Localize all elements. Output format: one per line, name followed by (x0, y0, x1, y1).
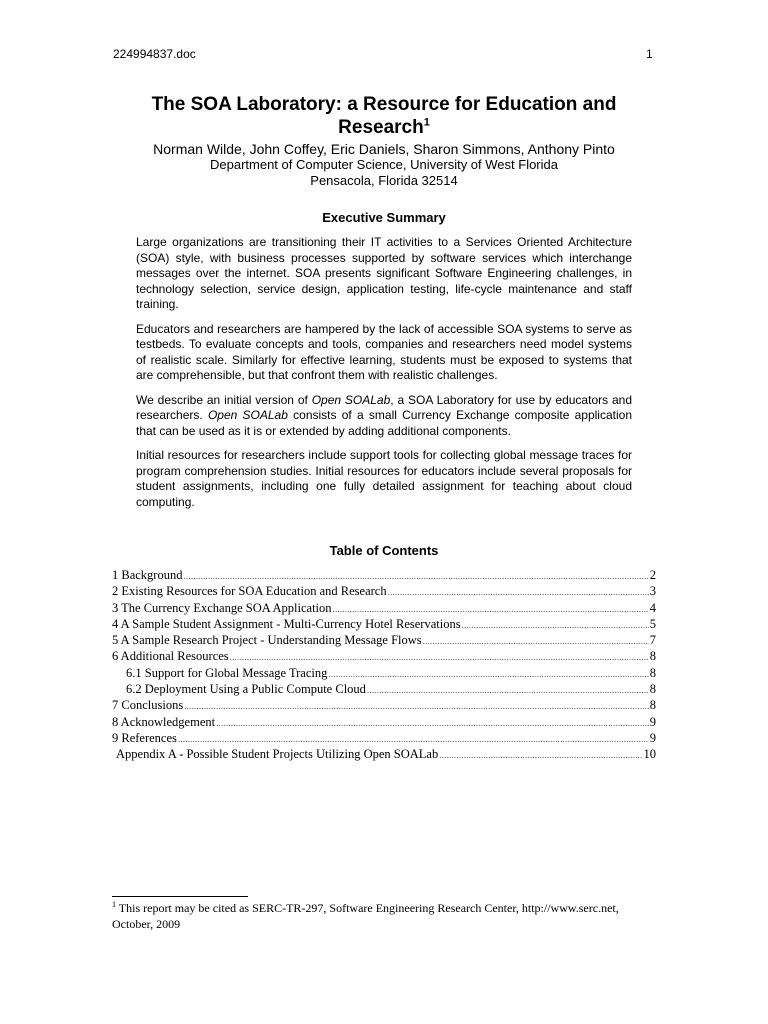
toc-entry-label: 7 Conclusions (112, 698, 184, 713)
footnote-text: This report may be cited as SERC-TR-297, Software Engineering Research Center, http://www.serc.net, October, 2009 (112, 901, 619, 931)
toc-entry-label: 1 Background (112, 568, 183, 582)
summary-paragraph (136, 393, 632, 440)
toc-leader-dots (462, 617, 649, 633)
summary-text: consists of a small Currency Exchange composite application that can be used as it is or extended by adding additional components. (136, 408, 632, 438)
toc-subentry[interactable] (112, 681, 656, 697)
toc-entry-page: 8 (649, 649, 656, 664)
toc-entry-label: 3 The Currency Exchange SOA Application (112, 600, 332, 615)
footnote-marker: 1 (112, 900, 116, 909)
document-title (113, 93, 655, 139)
toc-entry-label: 9 References (112, 730, 177, 745)
toc-entry-label: 2 Existing Resources for SOA Education and Research (112, 584, 387, 599)
toc-entry[interactable] (112, 632, 656, 648)
toc-entry-label: 8 Acknowledgement (112, 714, 216, 729)
header-page-number: 1 (646, 47, 653, 61)
table-of-contents (112, 567, 656, 763)
toc-leader-dots (439, 747, 642, 763)
toc-entry[interactable] (112, 730, 656, 746)
toc-leader-dots (328, 666, 648, 682)
toc-entry[interactable] (112, 600, 656, 616)
toc-subentry[interactable] (112, 665, 656, 681)
toc-leader-dots (178, 731, 649, 747)
product-name: Open SOALab (311, 392, 391, 407)
summary-paragraph: Educators and researchers are hampered by the lack of accessible SOA systems to serve as testbeds. To evaluate concepts and tools, companies and researchers need model systems of realistic scale. Similarly for effective learning, students must be exposed to systems that are comprehensible, but that confront them with realistic challenges. (136, 321, 632, 382)
toc-entry-page: 8 (649, 682, 656, 697)
toc-leader-dots (423, 633, 649, 649)
toc-entry-page: 10 (643, 747, 656, 762)
toc-leader-dots (367, 682, 649, 698)
toc-entry[interactable] (112, 616, 656, 632)
toc-entry-page: 5 (649, 616, 656, 631)
toc-entry[interactable] (112, 697, 656, 713)
toc-leader-dots (333, 601, 649, 617)
product-name: Open SOALab (207, 408, 288, 422)
executive-summary-heading: Executive Summary (322, 210, 446, 225)
toc-leader-dots (230, 649, 649, 665)
toc-entry[interactable] (112, 714, 656, 730)
toc-entry-label: 6.2 Deployment Using a Public Compute Cloud (126, 682, 366, 697)
toc-entry-label: 6 Additional Resources (112, 649, 229, 664)
footnote (112, 900, 656, 932)
toc-entry-label: 6.1 Support for Global Message Tracing (126, 665, 328, 680)
author-list: Norman Wilde, John Coffey, Eric Daniels, Sharon Simmons, Anthony Pinto (153, 141, 615, 157)
toc-entry-page: 2 (649, 568, 656, 582)
executive-summary-body (136, 235, 632, 519)
toc-entry-page: 9 (649, 714, 656, 729)
header-filename: 224994837.doc (113, 47, 196, 61)
title-footnote-marker: 1 (423, 116, 430, 129)
toc-leader-dots (183, 568, 648, 584)
toc-entry[interactable] (112, 648, 656, 664)
toc-entry[interactable] (112, 583, 656, 599)
toc-leader-dots (184, 698, 649, 714)
toc-entry-label: 5 A Sample Research Project - Understanding Message Flows (112, 633, 422, 648)
affiliation-department: Department of Computer Science, University of West Florida (209, 157, 558, 172)
summary-paragraph: Large organizations are transitioning their IT activities to a Services Oriented Architecture (SOA) style, with business processes supported by software services which interchange messages over the internet. SOA presents significant Software Engineering challenges, in technology selection, service design, application testing, life-cycle maintenance and staff training. (136, 235, 632, 311)
toc-entry-page: 7 (649, 633, 656, 648)
toc-entry-page: 4 (649, 600, 656, 615)
toc-leader-dots (388, 584, 649, 600)
toc-entry-appendix[interactable] (112, 746, 656, 762)
toc-leader-dots (216, 715, 649, 731)
toc-entry-page: 8 (649, 665, 656, 680)
toc-entry-page: 8 (649, 698, 656, 713)
summary-text: , a SOA Laboratory for use by educators and researchers. (136, 392, 632, 422)
toc-entry-label: Appendix A - Possible Student Projects Utilizing Open SOALab (116, 747, 439, 762)
summary-text: We describe an initial version of (136, 392, 312, 407)
toc-entry-page: 9 (649, 730, 656, 745)
document-title-text: The SOA Laboratory: a Resource for Education and Research (151, 94, 617, 138)
toc-entry-page: 3 (649, 584, 656, 599)
toc-heading: Table of Contents (329, 543, 439, 558)
toc-entry[interactable] (112, 567, 656, 583)
toc-entry-label: 4 A Sample Student Assignment - Multi-Currency Hotel Reservations (112, 616, 461, 631)
affiliation-location: Pensacola, Florida 32514 (310, 173, 458, 188)
summary-paragraph: Initial resources for researchers include support tools for collecting global message traces for program comprehension studies. Initial resources for educators include several proposals for student assignments, including one fully detailed assignment for teaching about cloud computing. (136, 448, 632, 509)
footnote-separator (112, 896, 248, 897)
